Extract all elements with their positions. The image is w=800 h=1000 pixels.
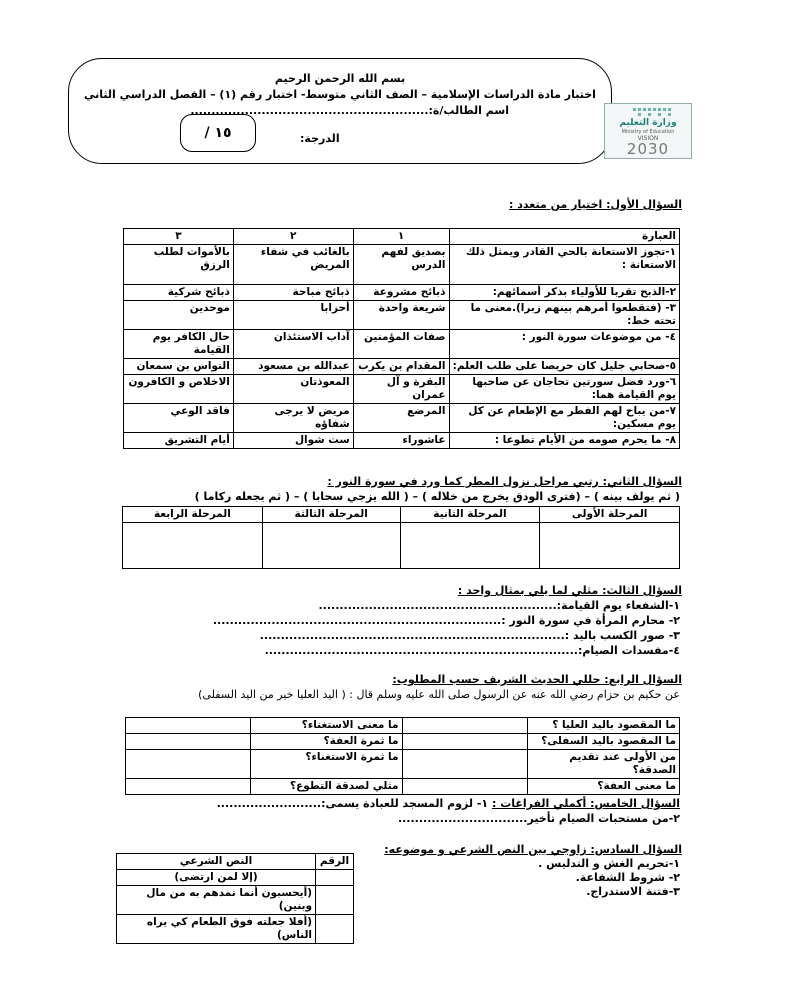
q1-option: بالغائب في شفاء المريض: [233, 245, 353, 285]
table-row: [117, 915, 354, 944]
q4-question: ما ثمرة الاستغناء؟: [250, 750, 402, 779]
q6-number-header: الرقم: [316, 854, 354, 870]
logo-ministry-text: وزارة التعليم: [619, 118, 677, 128]
logo-ministry-en: Ministry of Education: [621, 129, 675, 135]
table-row: [124, 285, 680, 301]
q4-question: ما المقصود باليد العليا ؟: [528, 718, 680, 734]
q2-answer-cell[interactable]: [400, 523, 540, 569]
q2-stage-header: المرحلة الثالثة: [262, 507, 400, 523]
table-row: [117, 870, 354, 886]
logo-vision: VISION: [637, 135, 659, 142]
q1-option: مريض لا يرجى شفاؤه: [233, 404, 353, 433]
q1-option: بصديق لفهم الدرس: [353, 245, 449, 285]
q1-option: المعوذتان: [233, 375, 353, 404]
q1-option: ذبائح مباحة: [233, 285, 353, 301]
q6-table: [116, 853, 354, 944]
table-row: [126, 718, 680, 734]
q4-question: ما ثمرة العفة؟: [250, 734, 402, 750]
q1-statement: ٤- من موضوعات سورة النور :: [449, 330, 679, 359]
student-name-line: اسم الطالب/ة:.........................................................: [190, 104, 509, 117]
q4-question: من الأولى عند تقديم الصدقة؟: [528, 750, 680, 779]
q1-header-cell: ٣: [124, 229, 234, 245]
q3-item: ١-الشفعاء يوم القيامة:.........................................................: [318, 599, 680, 612]
q4-title: السؤال الرابع: حللي الحديث الشريف حسب المطلوب:: [392, 673, 682, 686]
q2-title: السؤال الثاني: رتبي مراحل نزول المطر كما ورد في سورة النور :: [327, 475, 682, 488]
q1-option: النواس بن سمعان: [124, 359, 234, 375]
table-row: [124, 404, 680, 433]
q6-text: (أيحسبون أنما نمدهم به من مال وبنين): [117, 886, 316, 915]
table-row: [117, 886, 354, 915]
q2-table: [122, 506, 680, 569]
q1-title: السؤال الأول: اختيار من متعدد :: [509, 198, 682, 211]
q1-option: أحزابا: [233, 301, 353, 330]
q4-answer-cell[interactable]: [402, 734, 528, 750]
q6-number-cell[interactable]: [316, 886, 354, 915]
q6-topic: ٢- شروط الشفاعة.: [575, 871, 680, 884]
q1-option: ست شوال: [233, 433, 353, 449]
table-row: [124, 375, 680, 404]
q1-header-row: [124, 229, 680, 245]
q1-option: عبدالله بن مسعود: [233, 359, 353, 375]
q2-stage-header: المرحلة الأولى: [540, 507, 680, 523]
q1-option: فاقد الوعي: [124, 404, 234, 433]
table-row: [124, 359, 680, 375]
table-row: [124, 433, 680, 449]
q1-option: بالأموات لطلب الرزق: [124, 245, 234, 285]
table-row: [124, 301, 680, 330]
q1-statement: ١-تجوز الاستعانة بالحي القادر ويمثل ذلك الاستعانة :: [449, 245, 679, 285]
q2-answer-cell[interactable]: [540, 523, 680, 569]
q6-topic: ١-تحريم الغش و التدليس .: [538, 857, 680, 870]
q2-header-row: [123, 507, 680, 523]
q1-statement: ٣- (فتقطعوا أمرهم بينهم زبرا).معنى ما تحته خط:: [449, 301, 679, 330]
q1-option: آداب الاستئذان: [233, 330, 353, 359]
q1-option: أيام التشريق: [124, 433, 234, 449]
logo-year: 2030: [626, 140, 670, 158]
q4-answer-cell[interactable]: [402, 750, 528, 779]
q4-question: ما معنى الاستغناء؟: [250, 718, 402, 734]
q4-table: [125, 717, 680, 795]
grade-label: الدرجة:: [300, 132, 340, 145]
q6-number-cell[interactable]: [316, 870, 354, 886]
q1-option: عاشوراء: [353, 433, 449, 449]
q1-option: صفات المؤمنين: [353, 330, 449, 359]
q2-answer-cell[interactable]: [123, 523, 263, 569]
q4-answer-cell[interactable]: [126, 718, 251, 734]
table-row: [124, 330, 680, 359]
table-row: [126, 734, 680, 750]
q4-answer-cell[interactable]: [126, 779, 251, 795]
q1-header-cell: العبارة: [449, 229, 679, 245]
q5-item: ٢-من مستحبات الصيام تأخير...............................: [397, 812, 680, 825]
q1-statement: ٢-الذبح تقربا للأولياء بذكر أسمائهم:: [449, 285, 679, 301]
table-row: [126, 750, 680, 779]
q1-option: المرضع: [353, 404, 449, 433]
q1-option: شريعة واحدة: [353, 301, 449, 330]
q1-option: حال الكافر يوم القيامة: [124, 330, 234, 359]
q1-statement: ٦-ورد فضل سورتين تحاجان عن صاحبها يوم القيامة هما:: [449, 375, 679, 404]
exam-title: اختبار مادة الدراسات الإسلامية – الصف الثاني متوسط- اختبار رقم (١) – الفصل الدراسي الثاني: [84, 88, 596, 101]
q5-title: السؤال الخامس: أكملي الفراغات :: [491, 797, 680, 810]
q4-hadith: عن حكيم بن حزام رضي الله عنه عن الرسول صلى الله عليه وسلم قال : ( اليد العليا خير من اليد السفلى): [198, 688, 680, 701]
q6-text: (أفلا جعلته فوق الطعام كي يراه الناس): [117, 915, 316, 944]
q2-stage-header: المرحلة الثانية: [400, 507, 540, 523]
q1-statement: ٥-صحابي جليل كان حريصا على طلب العلم:: [449, 359, 679, 375]
table-row: [124, 245, 680, 285]
ministry-logo: [604, 103, 692, 159]
score-box: / ١٥: [180, 114, 256, 152]
q1-statement: ٧-من يباح لهم الفطر مع الإطعام عن كل يوم مسكين:: [449, 404, 679, 433]
q6-title: السؤال السادس: زاوجي بين النص الشرعي و موضوعه:: [384, 843, 682, 856]
q4-answer-cell[interactable]: [126, 734, 251, 750]
q3-item: ٤-مفسدات الصيام:...........................................................................: [264, 644, 680, 657]
q1-header-cell: ١: [353, 229, 449, 245]
q1-option: المقدام بن يكرب: [353, 359, 449, 375]
q4-answer-cell[interactable]: [402, 779, 528, 795]
q3-title: السؤال الثالث: مثلي لما يلي بمثال واحد :: [457, 584, 682, 597]
q2-stage-header: المرحلة الرابعة: [123, 507, 263, 523]
q2-answer-row: [123, 523, 680, 569]
q5-line-1: [217, 797, 680, 810]
q1-option: ذبائح شركية: [124, 285, 234, 301]
q5-item: ١- لزوم المسجد للعبادة يسمى:.........................: [216, 797, 489, 810]
q4-question: ما معنى العفة؟: [528, 779, 680, 795]
header-frame: [68, 58, 612, 164]
q6-header-row: [117, 854, 354, 870]
q2-answer-cell[interactable]: [262, 523, 400, 569]
table-row: [126, 779, 680, 795]
q2-verses: ( ثم يولف بينه ) – (فترى الودق يخرج من خلاله ) – ( الله يزجي سحابا ) – ( ثم يجعله ركاما ): [194, 490, 680, 503]
q6-number-cell[interactable]: [316, 915, 354, 944]
q3-item: ٢- محارم المرأة في سورة النور :.....................................................................: [212, 614, 680, 627]
q6-topic: ٣-فتنة الاستدراج.: [586, 885, 680, 898]
q3-item: ٣- صور الكسب باليد :.........................................................................: [259, 629, 680, 642]
basmala: بسم الله الرحمن الرحيم: [274, 72, 406, 85]
q4-answer-cell[interactable]: [126, 750, 251, 779]
q1-option: الاخلاص و الكافرون: [124, 375, 234, 404]
q1-table: [123, 228, 680, 449]
q4-answer-cell[interactable]: [402, 718, 528, 734]
q4-question: مثلي لصدقة التطوع؟: [250, 779, 402, 795]
q6-text-header: النص الشرعي: [117, 854, 316, 870]
q1-option: موحدين: [124, 301, 234, 330]
q1-header-cell: ٢: [233, 229, 353, 245]
q1-statement: ٨- ما يحرم صومه من الأيام تطوعا :: [449, 433, 679, 449]
q4-question: ما المقصود باليد السفلى؟: [528, 734, 680, 750]
q6-text: (إلا لمن ارتضى): [117, 870, 316, 886]
q1-option: البقرة و آل عمران: [353, 375, 449, 404]
q1-option: ذبائح مشروعة: [353, 285, 449, 301]
